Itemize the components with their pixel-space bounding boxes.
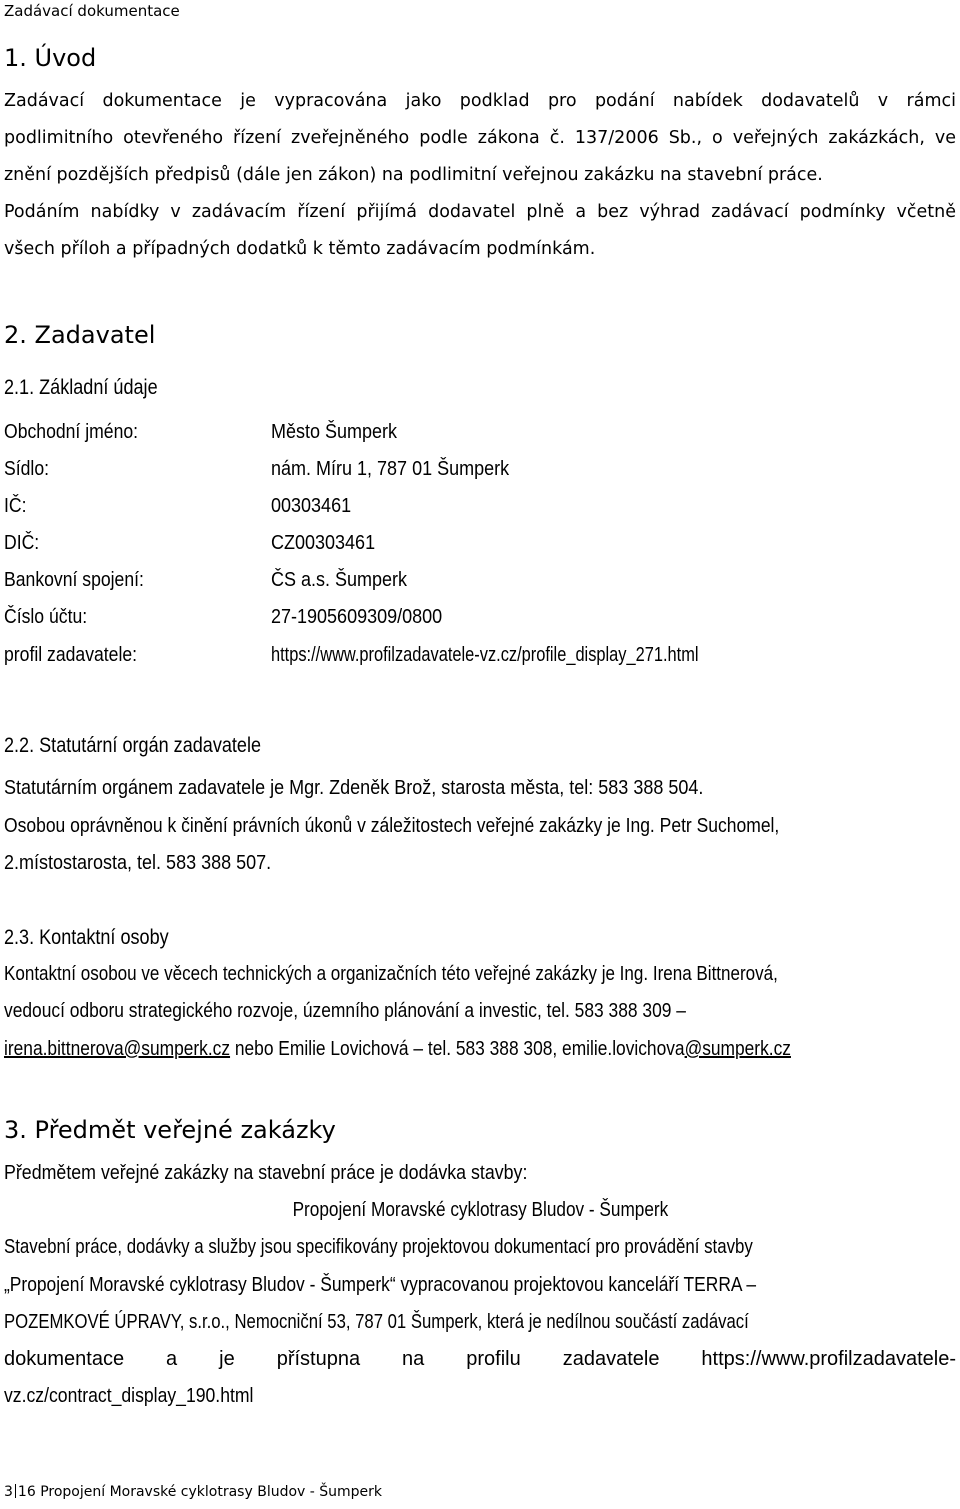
field-value: ČS a.s. Šumperk <box>271 569 408 591</box>
project-title-wrap <box>0 1199 960 1222</box>
section-2-heading: 2. Zadavatel <box>4 321 156 349</box>
paragraph-line: Osobou oprávněnou k činění právních úkonů v záležitostech veřejné zakázky je Ing. Petr Suchomel, <box>4 815 780 837</box>
field-label: Sídlo: <box>4 458 50 480</box>
field-label: Bankovní spojení: <box>4 569 144 591</box>
paragraph-line: dokumentace a je přístupna na profilu zadavatele https://www.profilzadavatele- <box>4 1348 956 1370</box>
page-number: 3 <box>4 1484 13 1500</box>
paragraph-line: 2.místostarosta, tel. 583 388 507. <box>4 852 272 874</box>
profile-link[interactable]: https://www.profilzadavatele-vz.cz/profile_display_271.html <box>271 644 699 666</box>
paragraph-line: vz.cz/contract_display_190.html <box>4 1385 254 1407</box>
paragraph-line: Předmětem veřejné zakázky na stavební práce je dodávka stavby: <box>4 1162 528 1184</box>
field-label: DIČ: <box>4 532 40 554</box>
page-footer <box>4 1484 382 1500</box>
document-header: Zadávací dokumentace <box>4 2 180 20</box>
paragraph-line: všech příloh a případných dodatků k těmto zadávacím podmínkám. <box>4 239 596 259</box>
paragraph-line: vedoucí odboru strategického rozvoje, územního plánování a investic, tel. 583 388 309 – <box>4 1000 686 1022</box>
paragraph-line: Zadávací dokumentace je vypracována jako podklad pro podání nabídek dodavatelů v rámci <box>4 91 956 111</box>
paragraph-line: podlimitního otevřeného řízení zveřejněného podle zákona č. 137/2006 Sb., o veřejných zakázkách, ve <box>4 128 956 148</box>
paragraph-line: „Propojení Moravské cyklotrasy Bludov - Šumperk“ vypracovanou projektovou kanceláří TERRA – <box>4 1274 757 1296</box>
field-label: Obchodní jméno: <box>4 421 139 443</box>
paragraph-line: znění pozdějších předpisů (dále jen zákon) na podlimitní veřejnou zakázku na stavební práce. <box>4 165 823 185</box>
subsection-heading: 2.2. Statutární orgán zadavatele <box>4 734 262 757</box>
field-value: CZ00303461 <box>271 532 376 554</box>
field-label: profil zadavatele: <box>4 644 138 666</box>
page-total: 16 <box>17 1484 36 1500</box>
section-1-heading: 1. Úvod <box>4 44 97 72</box>
contact-text: nebo Emilie Lovichová – tel. 583 388 308, emilie.lovichova <box>230 1038 685 1060</box>
project-title: Propojení Moravské cyklotrasy Bludov - Šumperk <box>292 1199 668 1221</box>
field-label: Číslo účtu: <box>4 606 88 628</box>
paragraph-line: Podáním nabídky v zadávacím řízení přijímá dodavatel plně a bez výhrad zadávací podmínky včetně <box>4 202 956 222</box>
paragraph-line: Stavební práce, dodávky a služby jsou specifikovány projektovou dokumentací pro provádění stavby <box>4 1236 753 1258</box>
field-label: IČ: <box>4 495 27 517</box>
paragraph-line: Statutárním orgánem zadavatele je Mgr. Zdeněk Brož, starosta města, tel: 583 388 504. <box>4 777 704 799</box>
subsection-heading: 2.3. Kontaktní osoby <box>4 926 169 949</box>
field-value: Město Šumperk <box>271 421 398 443</box>
subsection-heading: 2.1. Základní údaje <box>4 376 158 399</box>
email-link[interactable]: @sumperk.cz <box>684 1038 791 1060</box>
footer-divider <box>15 1484 16 1498</box>
field-value: 27-1905609309/0800 <box>271 606 443 628</box>
email-link[interactable]: irena.bittnerova@sumperk.cz <box>4 1038 231 1060</box>
paragraph-line-justified <box>4 1348 956 1371</box>
contact-line <box>4 1038 791 1061</box>
paragraph-line: Kontaktní osobou ve věcech technických a organizačních této veřejné zakázky je Ing. Irena Bittnerová, <box>4 963 778 985</box>
footer-title: Propojení Moravské cyklotrasy Bludov - Šumperk <box>40 1484 383 1500</box>
paragraph-line: POZEMKOVÉ ÚPRAVY, s.r.o., Nemocniční 53, 787 01 Šumperk, která je nedílnou součástí zadávací <box>4 1311 749 1333</box>
field-value: nám. Míru 1, 787 01 Šumperk <box>271 458 510 480</box>
section-3-heading: 3. Předmět veřejné zakázky <box>4 1116 336 1144</box>
field-value: 00303461 <box>271 495 352 517</box>
